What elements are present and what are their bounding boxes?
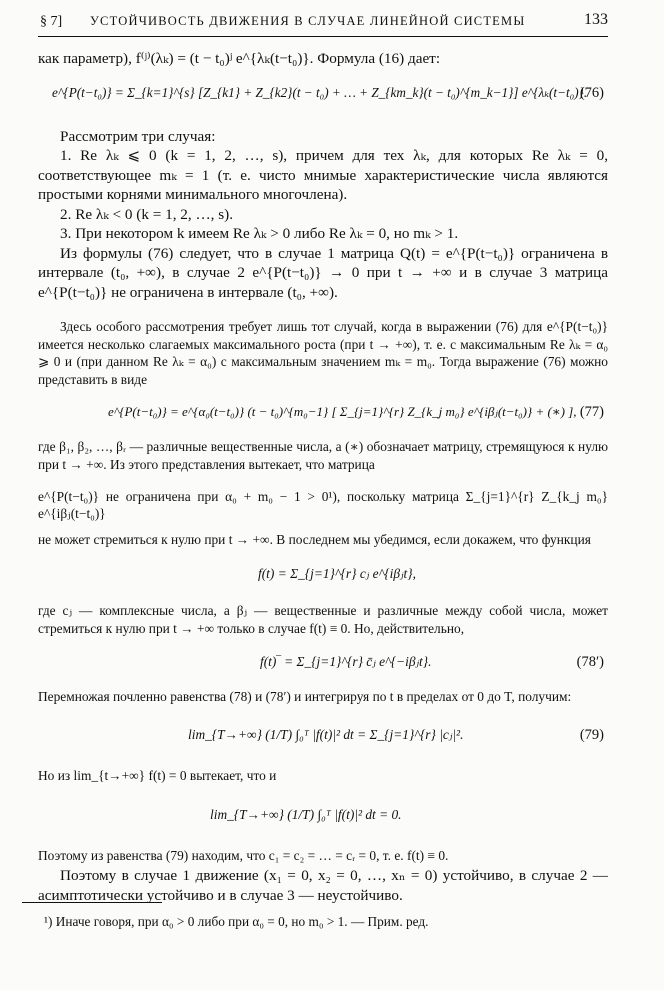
equation-77-number: (77) [579,404,604,421]
equation-limit-zero-body: lim_{T→+∞} (1/T) ∫₀ᵀ |f(t)|² dt = 0. [210,806,402,822]
equation-f [38,548,608,602]
case-2: 2. Re λₖ < 0 (k = 1, 2, …, s). [60,205,234,223]
equation-limit-zero [38,785,608,847]
small-print-paragraph-7: Но из lim_{t→+∞} f(t) = 0 вытекает, что и [38,768,277,784]
small-print-paragraph-5: где cⱼ — комплексные числа, а βⱼ — вещественные и различные между собой числа, может стремиться к нулю при t → +∞ только в случае f(t) ≡ 0. Но, действительно, [38,603,608,636]
conclusion-paragraph: Из формулы (76) следует, что в случае 1 матрица Q(t) = e^{P(t−t₀)} ограничена в интервале (t₀, +∞), в случае 2 e^{P(t−t₀)} → 0 при t → +∞ и в случае 3 матрица e^{P(t−t₀)} не ограничена в интервале (t₀, +∞). [38,244,608,301]
page-number: 133 [584,11,608,28]
equation-76-number: (76) [579,84,604,101]
equation-76 [38,73,608,119]
equation-79-number: (79) [579,727,604,744]
equation-77-body: e^{P(t−t₀)} = e^{α₀(t−t₀)} (t − t₀)^{m₀−1} [ Σ_{j=1}^{r} Z_{k_j m₀} e^{iβⱼ(t−t₀)} + (∗) ], [108,404,577,420]
equation-78-prime [38,638,608,688]
section-number: § 7] [40,14,63,29]
small-print-paragraph-2: где β₁, β₂, …, βᵣ — различные вещественные числа, а (∗) обозначает матрицу, стремящуюся к нулю при t → +∞. Из этого представления вытекает, что матрица [38,439,608,472]
small-print-paragraph-6: Перемножая почленно равенства (78) и (78′) и интегрируя по t в пределах от 0 до T, получим: [38,688,572,704]
final-paragraph: Поэтому в случае 1 движение (x₁ = 0, x₂ = 0, …, xₙ = 0) устойчиво, в случае 2 — асимптотически устойчиво и в случае 3 — неустойчиво. [38,867,608,904]
small-print-paragraph-4: не может стремиться к нулю при t → +∞. В последнем мы убедимся, если докажем, что функция [38,531,591,547]
equation-79 [38,705,608,767]
footnote-divider [22,902,162,903]
footnote: ¹) Иначе говоря, при α₀ > 0 либо при α₀ = 0, но m₀ > 1. — Прим. ред. [44,914,429,929]
equation-76-body: e^{P(t−t₀)} = Σ_{k=1}^{s} [Z_{k1} + Z_{k2}(t − t₀) + … + Z_{km_k}(t − t₀)^{m_k−1}] e^{λₖ(t−t₀)}. [52,84,588,100]
small-print-paragraph-8: Поэтому из равенства (79) находим, что c₁ = c₂ = … = cᵣ = 0, т. е. f(t) ≡ 0. [38,847,449,863]
equation-77 [38,388,608,438]
running-header [38,8,608,37]
three-cases-intro: Рассмотрим три случая: [60,127,216,145]
equation-78-prime-body: f(t)‾ = Σ_{j=1}^{r} c̄ⱼ e^{−iβⱼt}. [260,653,432,669]
case-3: 3. При некотором k имеем Re λₖ > 0 либо Re λₖ = 0, но mₖ > 1. [60,225,459,242]
paragraph-formula-16: как параметр), f⁽ʲ⁾(λₖ) = (t − t₀)ʲ e^{λₖ(t−t₀)}. Формула (16) дает: [38,50,441,67]
small-print-paragraph-3: e^{P(t−t₀)} не ограничена при α₀ + m₀ − 1 > 0¹), поскольку матрица Σ_{j=1}^{r} Z_{k_j m₀} e^{iβⱼ(t−t₀)} [38,488,608,522]
case-1: 1. Re λₖ ⩽ 0 (k = 1, 2, …, s), причем для тех λₖ, для которых Re λₖ = 0, соответствующее mₖ = 1 (т. е. чисто мнимые характеристические числа являются простыми корнями минимального многочлена). [38,147,608,203]
equation-79-body: lim_{T→+∞} (1/T) ∫₀ᵀ |f(t)|² dt = Σ_{j=1}^{r} |cⱼ|². [188,727,464,743]
equation-78-prime-number: (78′) [576,653,604,670]
book-page [38,8,608,905]
small-print-paragraph-1: Здесь особого рассмотрения требует лишь тот случай, когда в выражении (76) для e^{P(t−t₀)} имеется несколько слагаемых максимального роста (при t → +∞), т. е. с максимальным Re λₖ = α₀ ⩾ 0 и (при данном Re λₖ = α₀) с максимальным значением mₖ = m₀. Тогда выражение (76) можно представить в виде [38,319,608,387]
running-title: УСТОЙЧИВОСТЬ ДВИЖЕНИЯ В СЛУЧАЕ ЛИНЕЙНОЙ СИСТЕМЫ [90,14,526,28]
equation-f-body: f(t) = Σ_{j=1}^{r} cⱼ e^{iβⱼt}, [258,566,416,582]
